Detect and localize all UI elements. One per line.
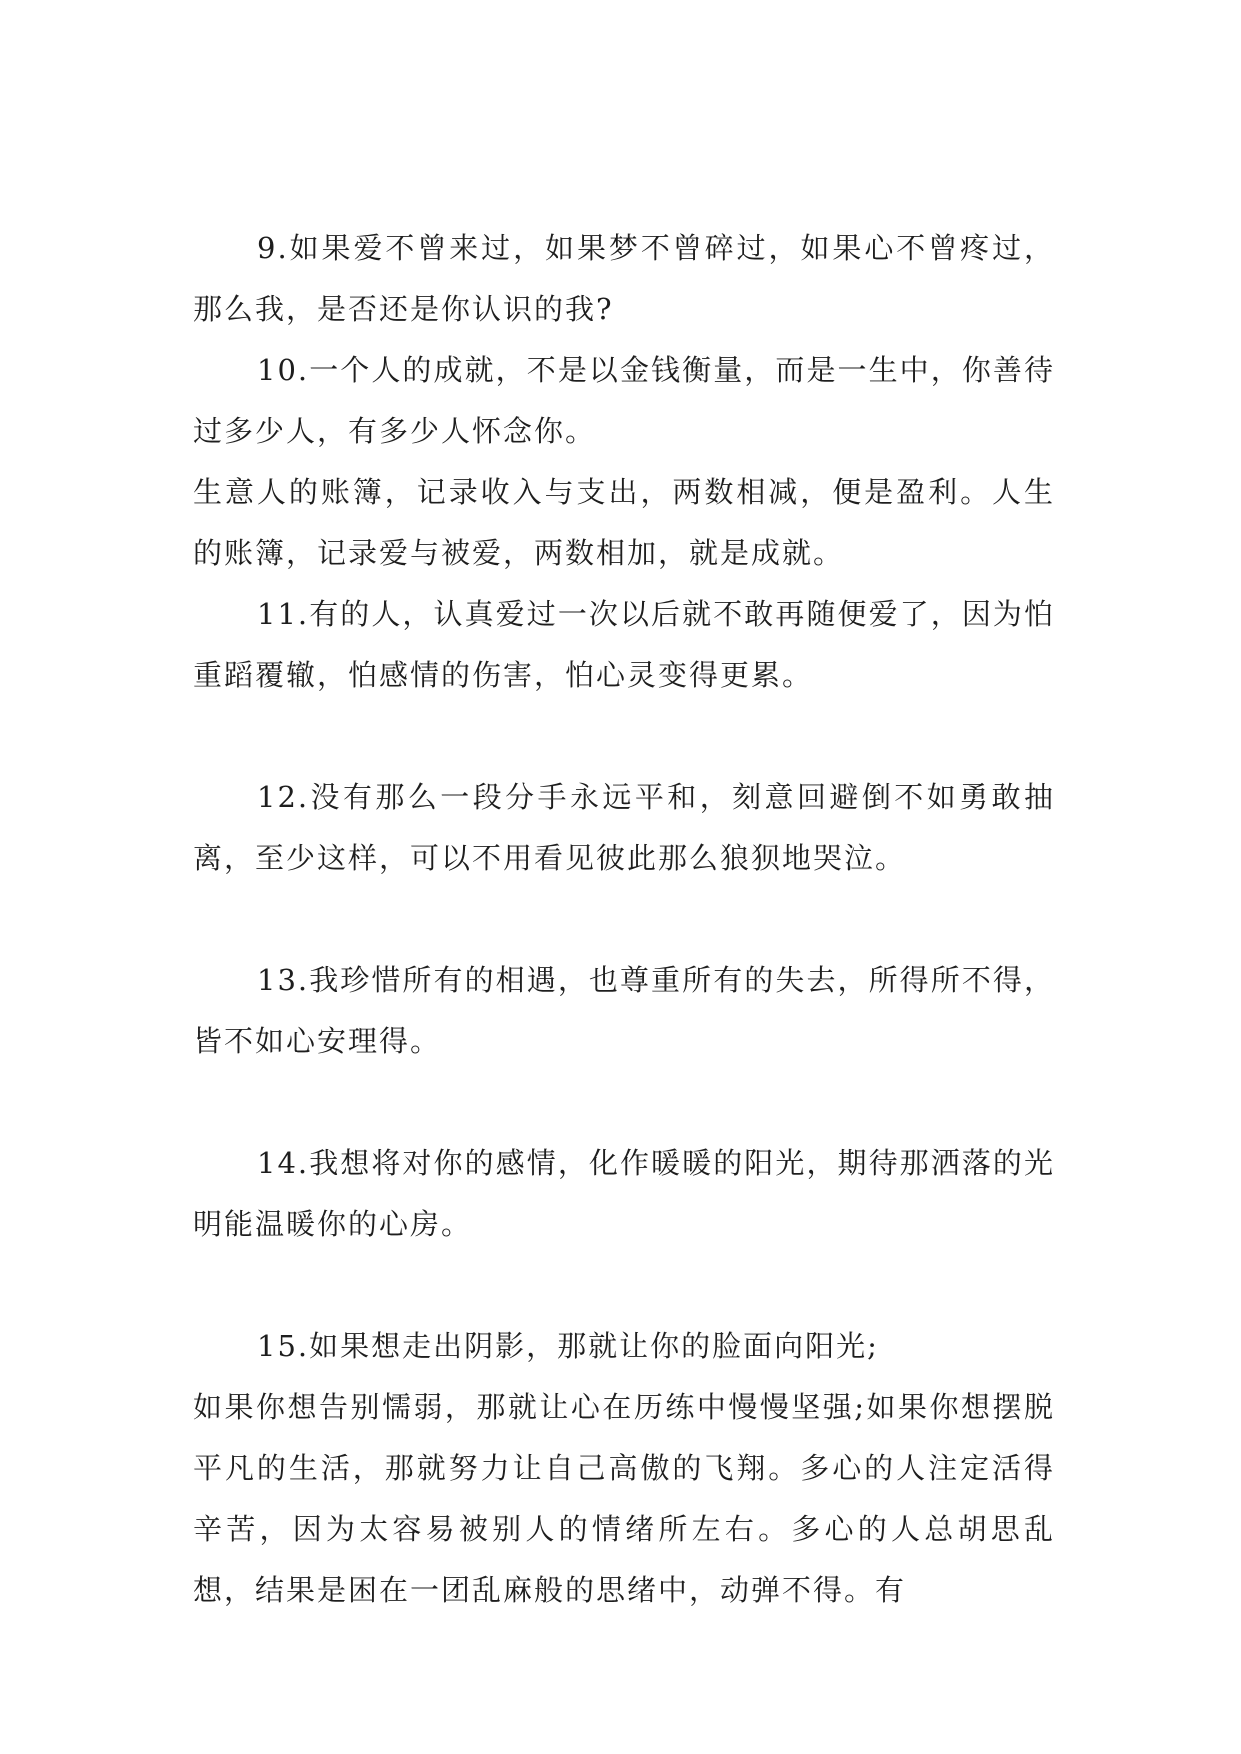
paragraph-10: 10.一个人的成就，不是以金钱衡量，而是一生中，你善待过多少人，有多少人怀念你。 (193, 353, 1055, 448)
paragraph-gap (193, 889, 1055, 950)
paragraph-12: 12.没有那么一段分手永远平和，刻意回避倒不如勇敢抽离，至少这样，可以不用看见彼此那么狼狈地哭泣。 (193, 780, 1055, 875)
paragraph-15: 15.如果想走出阴影，那就让你的脸面向阳光; (257, 1329, 879, 1363)
paragraph-14: 14.我想将对你的感情，化作暖暖的阳光，期待那洒落的光明能温暖你的心房。 (193, 1146, 1055, 1241)
paragraph-gap (193, 1072, 1055, 1133)
paragraph-11: 11.有的人，认真爱过一次以后就不敢再随便爱了，因为怕重蹈覆辙，怕感情的伤害，怕心灵变得更累。 (193, 597, 1055, 692)
paragraph-9: 9.如果爱不曾来过，如果梦不曾碎过，如果心不曾疼过，那么我，是否还是你认识的我? (193, 231, 1055, 326)
paragraph-15-continuation: 如果你想告别懦弱，那就让心在历练中慢慢坚强;如果你想摆脱平凡的生活，那就努力让自己高傲的飞翔。多心的人注定活得辛苦，因为太容易被别人的情绪所左右。多心的人总胡思乱想，结果是困在一团乱麻般的思绪中，动弹不得。有 (193, 1390, 1055, 1607)
paragraph-10-continuation: 生意人的账簿，记录收入与支出，两数相减，便是盈利。人生的账簿，记录爱与被爱，两数相加，就是成就。 (193, 475, 1055, 570)
document-page (193, 218, 1055, 1621)
paragraph-gap (193, 1255, 1055, 1316)
paragraph-13: 13.我珍惜所有的相遇，也尊重所有的失去，所得所不得，皆不如心安理得。 (193, 963, 1055, 1058)
paragraph-gap (193, 706, 1055, 767)
